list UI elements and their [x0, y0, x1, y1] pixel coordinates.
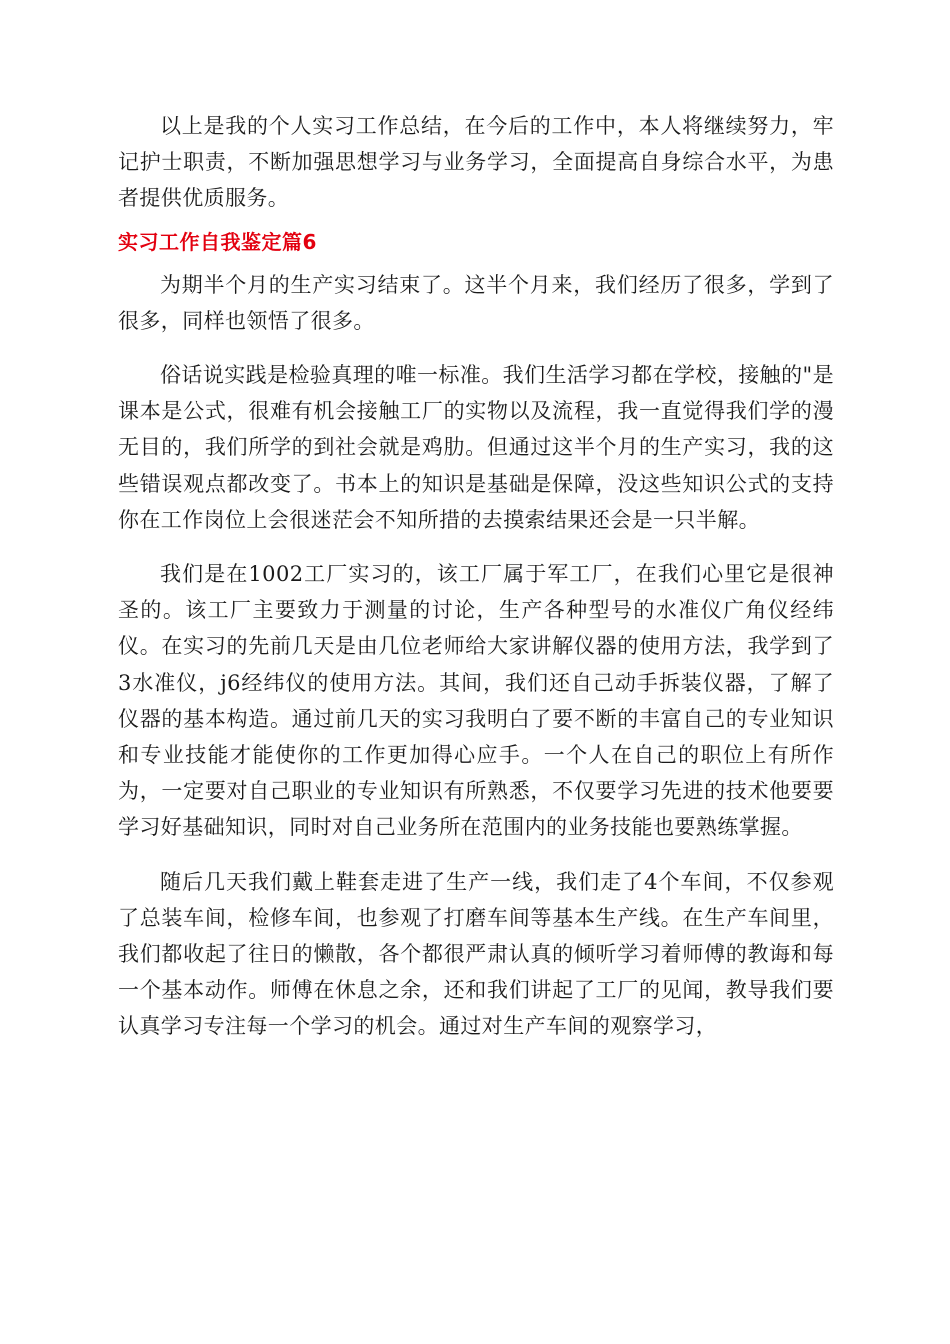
paragraph-3: 我们是在1002工厂实习的，该工厂属于军工厂，在我们心里它是很神圣的。该工厂主要致力于测量的讨论，生产各种型号的水准仪广角仪经纬仪。在实习的先前几天是由几位老师给大家讲解仪器的使用方法，我学到了3水准仪，j6经纬仪的使用方法。其间，我们还自己动手拆装仪器，了解了仪器的基本构造。通过前几天的实习我明白了要不断的丰富自己的专业知识和专业技能才能使你的工作更加得心应手。一个人在自己的职位上有所作为，一定要对自己职业的专业知识有所熟悉，不仅要学习先进的技术他要要学习好基础知识，同时对自己业务所在范围内的业务技能也要熟练掌握。	[118, 562, 834, 840]
paragraph-summary: 以上是我的个人实习工作总结，在今后的工作中，本人将继续努力，牢记护士职责，不断加强思想学习与业务学习，全面提高自身综合水平，为患者提供优质服务。	[118, 114, 834, 211]
paragraph-1: 为期半个月的生产实习结束了。这半个月来，我们经历了很多，学到了很多，同样也领悟了很多。	[118, 272, 834, 333]
paragraph-4: 随后几天我们戴上鞋套走进了生产一线，我们走了4个车间，不仅参观了总装车间，检修车间，也参观了打磨车间等基本生产线。在生产车间里，我们都收起了往日的懒散，各个都很严肃认真的倾听学习着师傅的教诲和每一个基本动作。师傅在休息之余，还和我们讲起了工厂的见闻，教导我们要认真学习专注每一个学习的机会。通过对生产车间的观察学习，	[118, 869, 834, 1039]
section-heading: 实习工作自我鉴定篇6	[118, 229, 317, 254]
paragraph-2: 俗话说实践是检验真理的唯一标准。我们生活学习都在学校，接触的"是课本是公式，很难有机会接触工厂的实物以及流程，我一直觉得我们学的漫无目的，我们所学的到社会就是鸡肋。但通过这半个月的生产实习，我的这些错误观点都改变了。书本上的知识是基础是保障，没这些知识公式的支持你在工作岗位上会很迷茫会不知所措的去摸索结果还会是一只半解。	[118, 363, 834, 532]
document-page	[118, 108, 834, 1045]
